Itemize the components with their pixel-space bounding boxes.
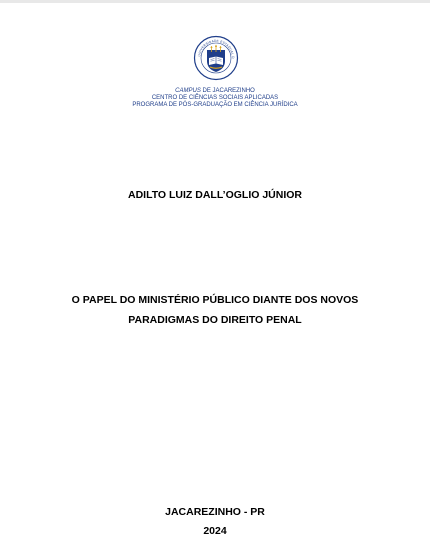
- document-title-line-2: PARADIGMAS DO DIREITO PENAL: [128, 314, 302, 326]
- seal-ring-text: UNIVERSIDADE ESTADUAL D: [197, 38, 236, 59]
- program-line: PROGRAMA DE PÓS-GRADUAÇÃO EM CIÊNCIA JURÍDICA: [132, 102, 298, 108]
- campus-line: [0, 88, 430, 94]
- author-name: ADILTO LUIZ DALL’OGLIO JÚNIOR: [127, 189, 303, 201]
- publication-year: 2024: [203, 525, 227, 537]
- document-title-line-1: O PAPEL DO MINISTÉRIO PÚBLICO DIANTE DOS NOVOS: [71, 294, 359, 306]
- university-seal-graphic: [193, 35, 239, 81]
- campus-word: CAMPUS: [175, 88, 201, 94]
- campus-name: DE JACAREZINHO: [200, 88, 255, 94]
- page-top-edge: [0, 0, 430, 3]
- city-state: JACAREZINHO - PR: [165, 506, 265, 518]
- center-line: CENTRO DE CIÊNCIAS SOCIAIS APLICADAS: [151, 95, 279, 101]
- university-seal-icon: [193, 35, 239, 81]
